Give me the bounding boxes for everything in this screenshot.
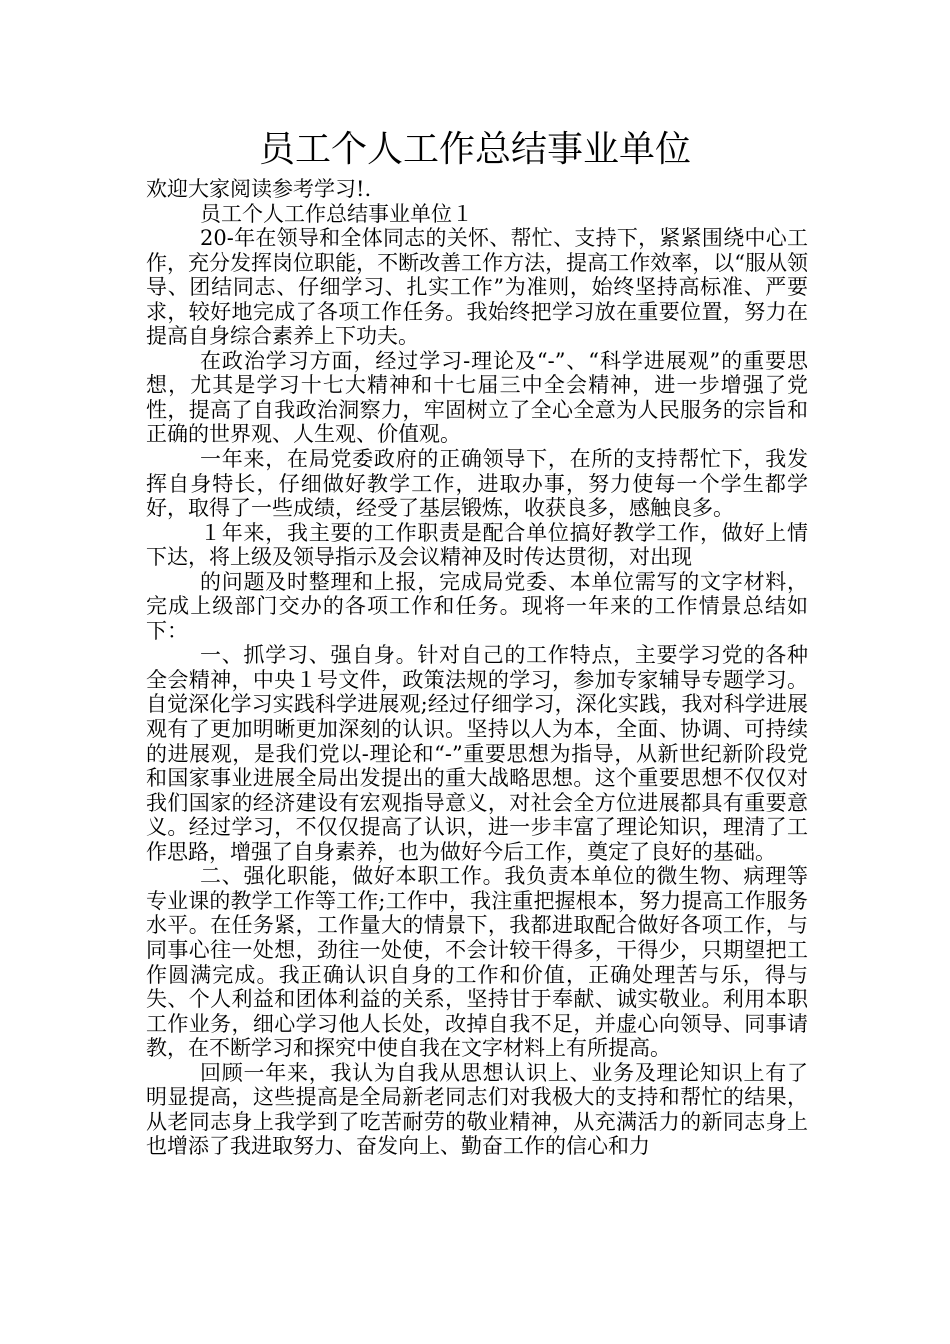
paragraph: 一年来，在局党委政府的正确领导下，在所的支持帮忙下，我发挥自身特长，仔细做好教学工作，进取办事，努力使每一个学生都学好，取得了一些成绩，经受了基层锻炼，收获良多，感触良多。 <box>146 447 808 521</box>
paragraph: 在政治学习方面，经过学习-理论及“-”、“科学进展观”的重要思想，尤其是学习十七大精神和十七届三中全会精神，进一步增强了党性，提高了自我政治洞察力，牢固树立了全心全意为人民服务的宗旨和正确的世界观、人生观、价值观。 <box>146 348 808 447</box>
document-title: 员工个人工作总结事业单位 <box>258 129 691 170</box>
paragraph: 20-年在领导和全体同志的关怀、帮忙、支持下，紧紧围绕中心工作，充分发挥岗位职能，不断改善工作方法，提高工作效率，以“服从领导、团结同志、仔细学习、扎实工作”为准则，始终坚持高标准、严要求，较好地完成了各项工作任务。我始终把学习放在重要位置，努力在提高自身综合素养上下功夫。 <box>146 226 808 349</box>
intro-line: 欢迎大家阅读参考学习!. <box>146 177 372 201</box>
document-body <box>146 177 808 1159</box>
paragraph: 二、强化职能，做好本职工作。我负责本单位的微生物、病理等专业课的教学工作等工作;工作中，我注重把握根本，努力提高工作服务水平。在任务紧，工作量大的情景下，我都进取配合做好各项工作，与同事心往一处想，劲往一处使，不会计较干得多，干得少，只期望把工作圆满完成。我正确认识自身的工作和价值，正确处理苦与乐，得与失、个人利益和团体利益的关系，坚持甘于奉献、诚实敬业。利用本职工作业务，细心学习他人长处，改掉自我不足，并虚心向领导、同事请教，在不断学习和探究中使自我在文字材料上有所提高。 <box>146 864 808 1061</box>
paragraph: 回顾一年来，我认为自我从思想认识上、业务及理论知识上有了明显提高，这些提高是全局新老同志们对我极大的支持和帮忙的结果，从老同志身上我学到了吃苦耐劳的敬业精神，从充满活力的新同志身上也增添了我进取努力、奋发向上、勤奋工作的信心和力 <box>146 1060 808 1159</box>
section-heading: 员工个人工作总结事业单位１ <box>200 201 473 226</box>
paragraph: 的问题及时整理和上报，完成局党委、本单位需写的文字材料，完成上级部门交办的各项工作和任务。现将一年来的工作情景总结如下： <box>146 569 808 643</box>
paragraph: 一、抓学习、强自身。针对自己的工作特点，主要学习党的各种全会精神，中央１号文件，政策法规的学习，参加专家辅导专题学习。自觉深化学习实践科学进展观;经过仔细学习，深化实践，我对科学进展观有了更加明晰更加深刻的认识。坚持以人为本，全面、协调、可持续的进展观，是我们党以-理论和“-”重要思想为指导，从新世纪新阶段党和国家事业进展全局出发提出的重大战略思想。这个重要思想不仅仅对我们国家的经济建设有宏观指导意义，对社会全方位进展都具有重要意义。经过学习，不仅仅提高了认识，进一步丰富了理论知识，理清了工作思路，增强了自身素养，也为做好今后工作，奠定了良好的基础。 <box>146 643 808 864</box>
paragraph: １年来，我主要的工作职责是配合单位搞好教学工作，做好上情下达，将上级及领导指示及会议精神及时传达贯彻，对出现 <box>146 520 808 570</box>
